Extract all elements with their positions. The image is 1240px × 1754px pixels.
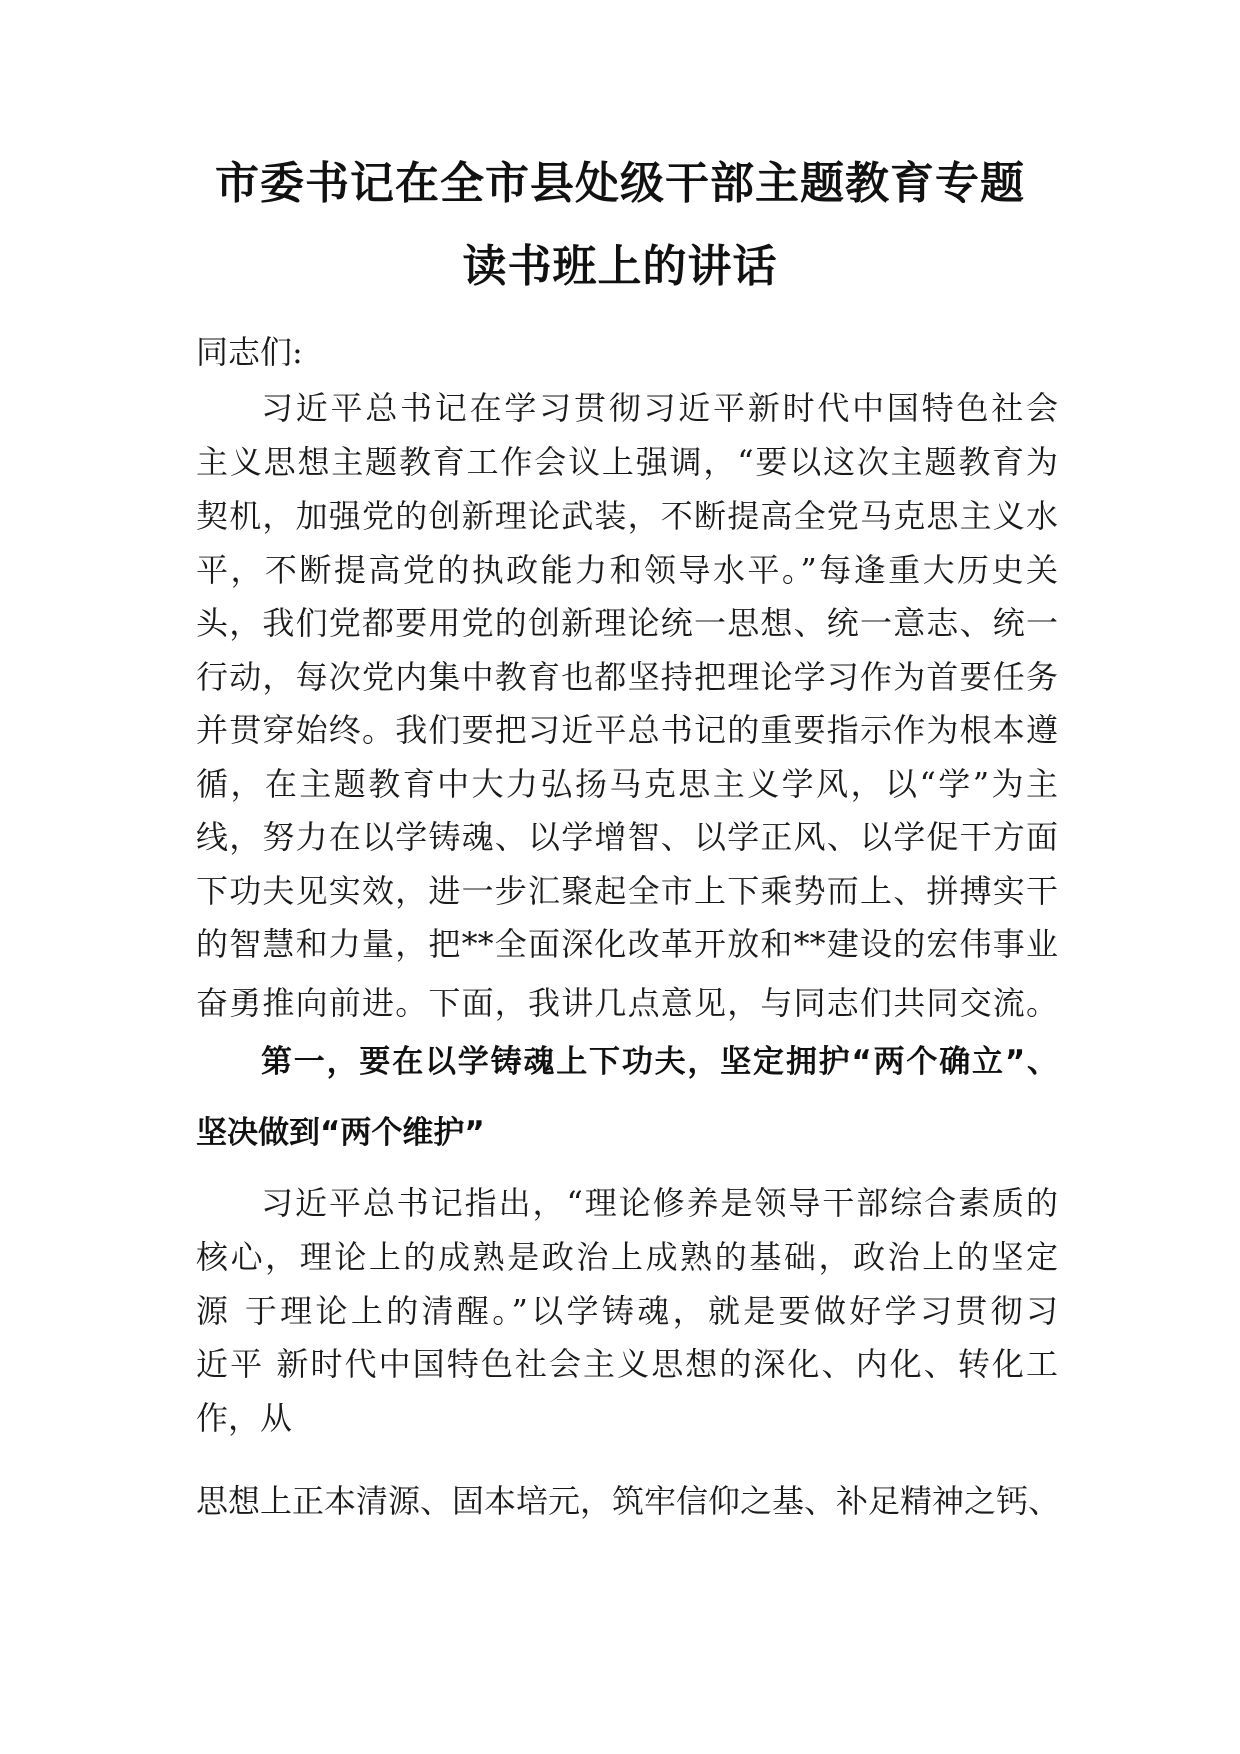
paragraph-2-line: 近平 新时代中国特色社会主义思想的深化、内化、转化工 [196,1345,1058,1383]
section-heading-line: 第一，要在以学铸魂上下功夫，坚定拥护“两个确立”、 [261,1044,1058,1080]
paragraph-1-line: 平，不断提高党的执政能力和领导水平。”每逢重大历史关 [196,551,1058,589]
salutation: 同志们: [196,333,303,371]
paragraph-2-line: 核心，理论上的成熟是政治上成熟的基础，政治上的坚定 [196,1238,1058,1276]
paragraph-2-line: 思想上正本清源、固本培元，筑牢信仰之基、补足精神之钙、 [196,1482,1061,1520]
document-title-line-2: 读书班上的讲话 [462,241,778,292]
paragraph-2-line: 作，从 [196,1399,293,1437]
paragraph-1-line: 并贯穿始终。我们要把习近平总书记的重要指示作为根本遵 [196,711,1058,749]
paragraph-1-line: 主义思想主题教育工作会议上强调，“要以这次主题教育为 [196,443,1058,481]
paragraph-2-line: 习近平总书记指出，“理论修养是领导干部综合素质的 [261,1184,1058,1222]
paragraph-1-line: 习近平总书记在学习贯彻习近平新时代中国特色社会 [261,389,1058,427]
paragraph-1-line: 行动，每次党内集中教育也都坚持把理论学习作为首要任务 [196,658,1058,696]
section-heading-line: 坚决做到“两个维护” [196,1115,485,1151]
paragraph-1-line: 线，努力在以学铸魂、以学增智、以学正风、以学促干方面 [196,818,1058,856]
paragraph-1-line: 奋勇推向前进。下面，我讲几点意见，与同志们共同交流。 [196,984,1058,1022]
paragraph-1-line: 契机，加强党的创新理论武装，不断提高全党马克思主义水 [196,497,1058,535]
paragraph-1-line: 头，我们党都要用党的创新理论统一思想、统一意志、统一 [196,604,1058,642]
paragraph-1-line: 循，在主题教育中大力弘扬马克思主义学风，以“学”为主 [196,765,1058,803]
paragraph-1-line: 的智慧和力量，把**全面深化改革开放和**建设的宏伟事业 [196,925,1058,963]
document-title-line-1: 市委书记在全市县处级干部主题教育专题 [215,158,1025,209]
paragraph-1-line: 下功夫见实效，进一步汇聚起全市上下乘势而上、拼搏实干 [196,872,1058,910]
paragraph-2-line: 源 于理论上的清醒。”以学铸魂，就是要做好学习贯彻习 [196,1292,1058,1330]
